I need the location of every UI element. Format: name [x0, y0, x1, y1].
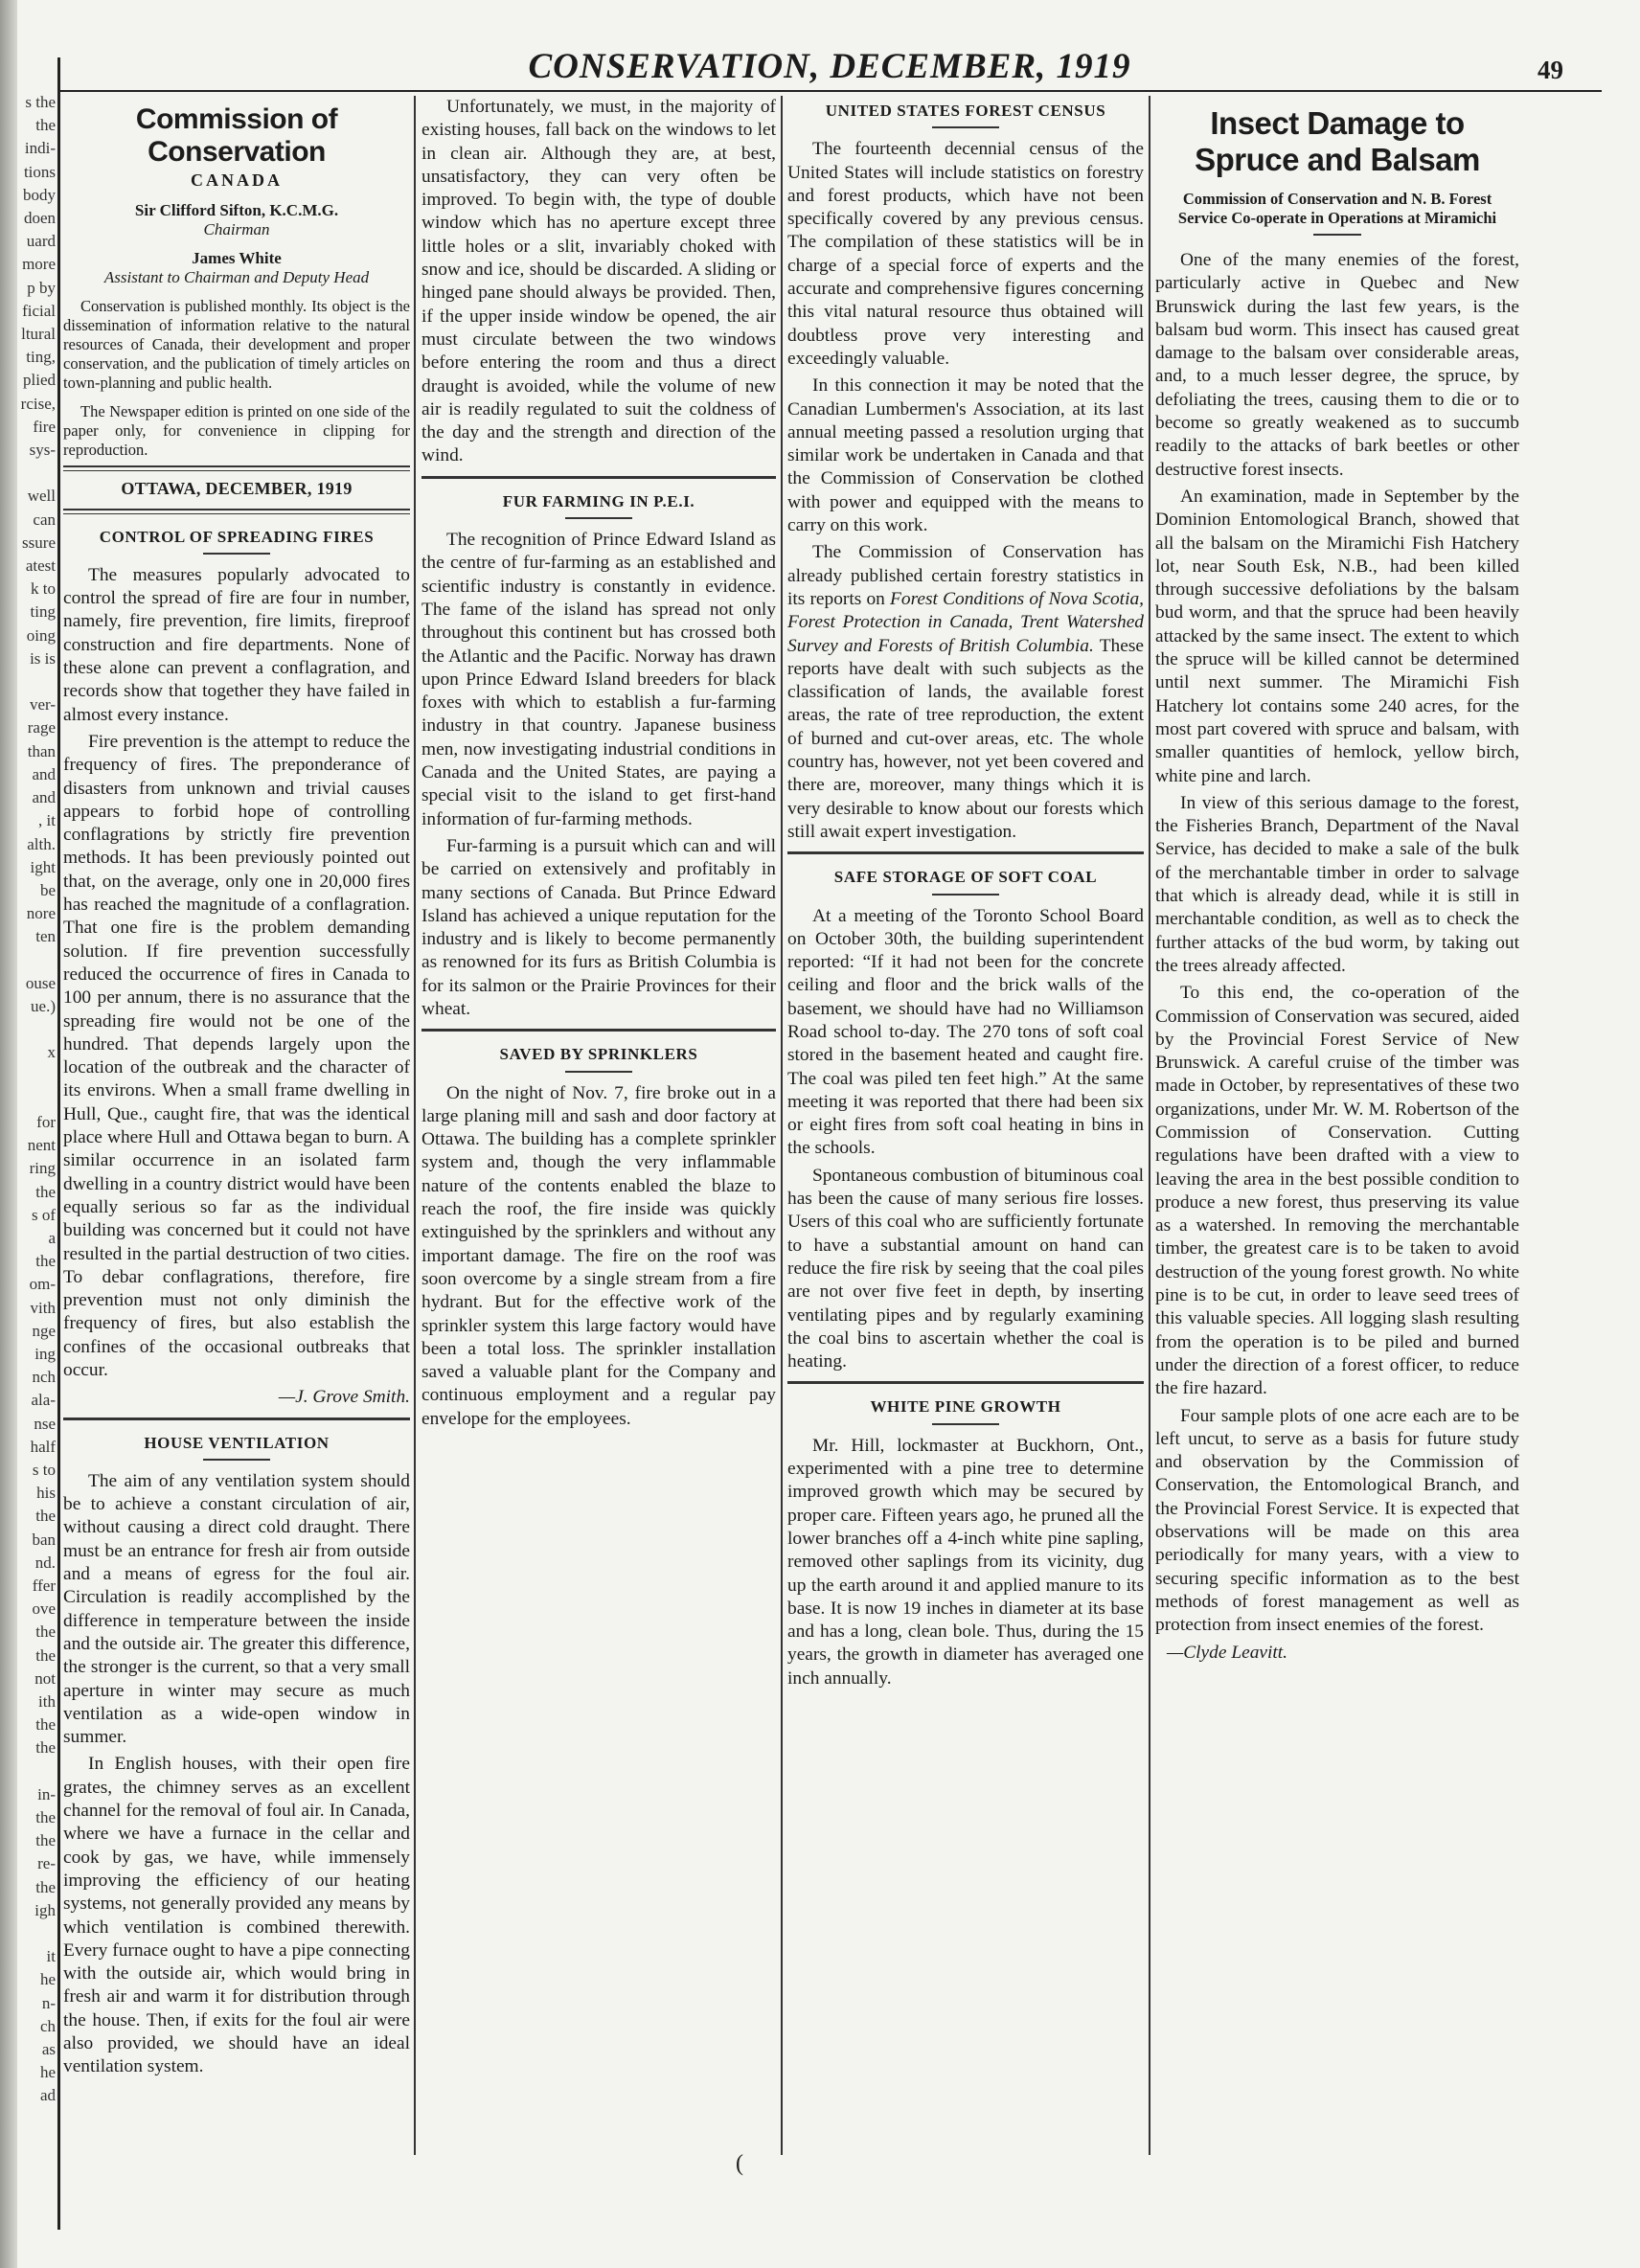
- prev-page-fragment: in-: [37, 1784, 56, 1803]
- masthead-rule: [63, 465, 410, 471]
- article-title: SAFE STORAGE OF SOFT COAL: [833, 868, 1098, 887]
- masthead-note-publication: Conservation is published monthly. Its object is the dissemination of information relative to the natural resources of Canada, their development and proper conservation, and the publication of timely articles on town-planning and public health.: [63, 297, 410, 393]
- article-paragraph: In view of this serious damage to the forest, the Fisheries Branch, Department of the Naval Service, has decided to make a sale of the bulk of the merchantable timber in order to salvage that which is already dead, while it is still in merchantable condition, as well as to check the further attacks of the bud worm, by taking out the trees already affected.: [1155, 792, 1519, 976]
- prev-page-fragment: [19, 1088, 56, 1111]
- article-title: UNITED STATES FOREST CENSUS: [825, 102, 1106, 120]
- column-rule: [414, 96, 416, 2155]
- title-dash: [932, 126, 999, 128]
- article-paragraph: Four sample plots of one acre each are to be left uncut, to serve as a basis for future study and observation by the Commission of Conservation, the Entomological Branch, and the Provincial Forest Service. It is expected that observations will be made on this area periodically for many years, with a view to securing specific information as to the best methods of forest management as well as protection from insect enemies of the forest.: [1155, 1405, 1519, 1636]
- prev-page-fragment: nore: [26, 904, 56, 923]
- column-2: [421, 96, 776, 1435]
- prev-page-fragment: sys-: [29, 441, 56, 460]
- article-white-pine: [787, 1395, 1144, 1690]
- article-paragraph: Unfortunately, we must, in the majority of existing houses, fall back on the windows to let in clean air. Although they are, at best, unsatisfactory, they can very often be improved. To begin with, the type of double window which has no aperture except three little holes or a slit, invariably choked with snow and ice, should be discarded. A sliding or hinged pane should always be provided. Then, if the upper inside window be opened, the air must circulate between the two windows before entering the room and thus a direct draught is avoided, while the volume of new air is readily regulated to suit the coldness of the day and the strength and direction of the wind.: [421, 97, 776, 466]
- article-headline: Insect Damage to Spruce and Balsam: [1195, 105, 1480, 177]
- column-rule: [1149, 96, 1150, 2155]
- prev-page-fragment: he: [39, 1970, 56, 1989]
- article-paragraph: At a meeting of the Toronto School Board on October 30th, the building superintendent reported: “If it had not been for the concrete ceiling and floor and the brick walls of the basement, we should have had no Williamson Road school to-day. The 270 tons of soft coal stored in the basement heated and caught fire. The coal was piled ten feet high.” At the same meeting it was reported that there had been six or eight fires from soft coal heating in bins in the schools.: [787, 905, 1144, 1159]
- paragraph-text: The Commission of Conservation has already published certain forestry statistics in its reports on: [787, 542, 1144, 609]
- prev-page-fragment: the: [35, 1738, 56, 1758]
- prev-page-fragment: the: [35, 1252, 56, 1271]
- prev-page-fragment: ting: [30, 602, 56, 622]
- article-byline: —J. Grove Smith.: [278, 1387, 410, 1408]
- prev-page-fragment: [19, 949, 56, 972]
- prev-page-fragment: the: [35, 1877, 56, 1896]
- prev-page-fragment: the: [35, 1182, 56, 1201]
- article-paragraph: On the night of Nov. 7, fire broke out in a large planing mill and sash and door factory at Ottawa. The building has a complete sprinkler system and, though the very inflammable nature of the contents enabled the blaze to reach the roof, the fire inside was quickly extinguished by the sprinklers and without any important damage. The fire on the roof was soon overcome by a single stream from a fire hydrant. But for the effective work of the sprinkler system this large factory would have been a total loss. The sprinkler installation saved a valuable plant for the Company and continuous employment and a regular pay envelope for the employees.: [421, 1082, 776, 1429]
- page-shadow: [0, 0, 17, 2268]
- prev-page-fragment: the: [35, 1622, 56, 1642]
- prev-page-fragment: his: [36, 1484, 56, 1503]
- title-dash: [565, 1071, 632, 1073]
- section-rule: [63, 1418, 410, 1420]
- prev-page-fragment: re-: [37, 1854, 56, 1873]
- masthead-note-newspaper: The Newspaper edition is printed on one side of the paper only, for convenience in clipping for reproduction.: [63, 402, 410, 460]
- prev-page-fragment: and: [32, 764, 56, 783]
- chairman-name: Sir Clifford Sifton, K.C.M.G.: [134, 201, 339, 220]
- prev-page-fragment: ssure: [22, 533, 56, 552]
- prev-page-fragment: ting,: [26, 348, 56, 367]
- prev-page-fragment: ch: [39, 2016, 56, 2035]
- previous-page-edge: [19, 91, 56, 2198]
- prev-page-fragment: it: [46, 1947, 56, 1966]
- dateline-rule: [63, 509, 410, 514]
- article-byline: —Clyde Leavitt.: [1167, 1642, 1288, 1663]
- article-paragraph: In English houses, with their open fire grates, the chimney serves as an excellent channel for the removal of foul air. In Canada, where we have a furnace in the cellar and cook by gas, we have, while immensely improving the efficiency of our heating systems, not generally provided any means by which ventilation is combined therewith. Every furnace ought to have a pipe connecting with the outside air, which would bring in fresh air and warm it for distribution through the house. Then, if exits for the foul air were also provided, we should have an ideal ventilation system.: [63, 1754, 410, 2077]
- prev-page-fragment: ver-: [29, 695, 56, 714]
- prev-page-fragment: ue.): [31, 996, 56, 1015]
- prev-page-fragment: the: [35, 1507, 56, 1526]
- prev-page-fragment: alth.: [27, 834, 56, 853]
- dateline: OTTAWA, DECEMBER, 1919: [121, 479, 353, 499]
- column-3: [787, 96, 1144, 1694]
- prev-page-fragment: as: [41, 2040, 56, 2059]
- prev-page-fragment: p by: [27, 278, 56, 297]
- prev-page-fragment: is is: [30, 648, 56, 668]
- prev-page-fragment: ala-: [31, 1391, 56, 1410]
- title-dash: [203, 553, 270, 555]
- prev-page-fragment: ltural: [21, 325, 56, 344]
- masthead: [63, 103, 410, 514]
- prev-page-fragment: nent: [27, 1136, 56, 1155]
- article-title: WHITE PINE GROWTH: [870, 1397, 1061, 1417]
- title-dash: [932, 1423, 999, 1425]
- prev-page-fragment: indi-: [24, 139, 56, 158]
- prev-page-fragment: than: [27, 741, 56, 760]
- masthead-title: Commission of Conservation: [135, 103, 338, 168]
- prev-page-fragment: not: [34, 1668, 56, 1688]
- prev-page-fragment: the: [35, 1831, 56, 1850]
- section-rule: [421, 1029, 776, 1032]
- prev-page-fragment: [19, 1065, 56, 1088]
- prev-page-fragment: k to: [31, 579, 56, 599]
- prev-page-fragment: can: [33, 510, 56, 529]
- prev-page-fragment: the: [35, 116, 56, 135]
- prev-page-fragment: ove: [32, 1599, 56, 1619]
- prev-page-fragment: s of: [31, 1205, 56, 1224]
- prev-page-fragment: nse: [34, 1414, 56, 1433]
- prev-page-fragment: doen: [23, 209, 56, 228]
- prev-page-fragment: the: [35, 1808, 56, 1827]
- article-paragraph: The recognition of Prince Edward Island as the centre of fur-farming as an established and scientific industry is constantly in evidence. The fame of the island has spread not only throughout this continent but has crossed both the Atlantic and the Pacific. Norway has drawn upon Prince Edward Island breeders for black foxes with which to establish a fur-farming industry in that country. Japanese business men, now investigating industrial conditions in Canada and the United States, are paying a special visit to the island to get first-hand information of fur-farming methods.: [421, 530, 776, 829]
- paragraph-text: These reports have dealt with such subjects as the classification of lands, the available forest areas, the rate of tree reproduction, the extent of burned and cut-over areas, etc. The whole country has, however, not yet been covered and there are, moreover, many things which it is very desirable to know about our forests which still await expert investigation.: [787, 635, 1145, 842]
- prev-page-fragment: [19, 1922, 56, 1945]
- prev-page-fragment: ing: [34, 1344, 56, 1363]
- prev-page-fragment: [19, 1760, 56, 1783]
- article-title: CONTROL OF SPREADING FIRES: [99, 527, 375, 546]
- article-paragraph: [787, 541, 1144, 844]
- header-rule: [57, 90, 1602, 92]
- clip-mark: (: [736, 2151, 743, 2176]
- article-title: SAVED BY SPRINKLERS: [499, 1045, 698, 1064]
- section-rule: [787, 851, 1144, 854]
- prev-page-fragment: rage: [27, 718, 56, 737]
- prev-page-fragment: a: [48, 1228, 56, 1247]
- article-paragraph: To this end, the co-operation of the Commission of Conservation was secured, aided by the Provincial Forest Service of New Brunswick. A careful cruise of the timber was made in October, by representatives of these two organizations, under Mr. W. M. Robertson of the Commission of Conservation. Cutting regulations have been drafted with a view to leaving the area in the best possible condition to produce a new forest, thus preserving its value as a watershed. In removing the merchantable timber, the greatest care is to be taken to avoid destruction of the young forest growth. No white pine is to be cut, in order to leave seed trees of this valuable species. All logging slash resulting from the operation is to be piled and burned under the direction of a forest officer, to reduce the fire hazard.: [1155, 983, 1519, 1399]
- column-rule: [781, 96, 783, 2155]
- prev-page-fragment: rcise,: [20, 394, 56, 413]
- prev-page-fragment: ffer: [32, 1576, 56, 1595]
- assistant-name: James White: [192, 249, 282, 268]
- prev-page-fragment: half: [30, 1437, 56, 1456]
- prev-page-fragment: vith: [30, 1298, 56, 1317]
- masthead-subtitle: CANADA: [191, 170, 283, 190]
- prev-page-fragment: [19, 670, 56, 693]
- prev-page-fragment: nd.: [34, 1553, 56, 1572]
- prev-page-fragment: for: [36, 1112, 56, 1131]
- title-dash: [565, 517, 632, 519]
- prev-page-fragment: and: [32, 788, 56, 807]
- prev-page-fragment: ring: [29, 1159, 56, 1178]
- title-dash: [203, 1459, 270, 1461]
- gutter-rule: [57, 57, 60, 2230]
- prev-page-fragment: oing: [26, 625, 56, 645]
- prev-page-fragment: more: [22, 255, 56, 274]
- assistant-role: Assistant to Chairman and Deputy Head: [103, 268, 370, 287]
- page-number: 49: [1538, 56, 1563, 84]
- prev-page-fragment: ficial: [22, 301, 56, 320]
- page-header: [57, 27, 1602, 84]
- prev-page-fragment: the: [35, 1645, 56, 1665]
- prev-page-fragment: tions: [23, 162, 56, 181]
- prev-page-fragment: [19, 1018, 56, 1041]
- prev-page-fragment: the: [35, 1715, 56, 1735]
- prev-page-fragment: nge: [32, 1321, 56, 1340]
- prev-page-fragment: om-: [29, 1275, 56, 1294]
- article-paragraph: Fire prevention is the attempt to reduce the frequency of fires. The preponderance of disasters from unknown and trivial causes appears to forbid hope of controlling conflagrations by strictly fire prevention methods. It has been previously pointed out that, on the average, only one in 20,000 fires has reached the magnitude of a conflagration. That one fire is the problem demanding solution. If fire prevention successfully reduced the occurrence of fires in Canada to 100 per annum, there is no assurance that the spreading fire would not be one of the hundred. That depends largely upon the location of the outbreak and the character of its environs. When a small frame dwelling in Hull, Que., caught fire, that was the identical place where Hull and Ottawa began to burn. A similar occurrence in an isolated farm dwelling in a country district would have been equally serious so far as the individual building was concerned but it could not have resulted in the partial destruction of two cities. To debar conflagrations, therefore, fire prevention must not only diminish the frequency of fires, but also establish the confines of the occasional outbreaks that occur.: [63, 731, 410, 1380]
- prev-page-fragment: s to: [32, 1460, 56, 1479]
- article-paragraph: Mr. Hill, lockmaster at Buckhorn, Ont., experimented with a pine tree to determine improved growth which may be secured by proper care. Fifteen years ago, he pruned all the lower branches off a 4-inch white pine sapling, removed other saplings from its vicinity, dug up the earth around it and applied manure to its base. It is now 19 inches in diameter at its base and has a long, clean bole. Thus, during the 15 years, the growth in diameter has averaged one inch annually.: [787, 1435, 1144, 1689]
- prev-page-fragment: ouse: [25, 973, 56, 992]
- prev-page-fragment: nch: [32, 1368, 56, 1387]
- prev-page-fragment: well: [27, 487, 56, 506]
- article-subhead: Commission of Conservation and N. B. Forest Service Co-operate in Operations at Miramichi: [1177, 190, 1497, 227]
- prev-page-fragment: ad: [39, 2086, 56, 2105]
- article-paragraph: An examination, made in September by the Dominion Entomological Branch, showed that all the balsam on the Miramichi Fish Hatchery lot, near South Esk, N.B., had been killed through successive defoliations by the balsam bud worm, and that the spruce had been heavily attacked by the same insect. The extent to which the spruce will be killed cannot be determined until next summer. The Miramichi Fish Hatchery lot contains some 240 acres, for the most part covered with spruce and balsam, with smaller quantities of hemlock, yellow birch, white pine and larch.: [1155, 486, 1519, 786]
- article-forest-census: [787, 100, 1144, 844]
- chairman-role: Chairman: [203, 220, 270, 239]
- article-paragraph: The measures popularly advocated to control the spread of fire are four in number, namely, fire prevention, fire limits, fireproof construction and fire departments. None of these alone can prevent a conflagration, and records show that together they have failed in almost every instance.: [63, 564, 410, 725]
- article-insect-damage: [1155, 105, 1519, 1665]
- article-paragraph: In this connection it may be noted that the Canadian Lumbermen's Association, at its last annual meeting passed a resolution urging that similar work be undertaken in Canada and that the Commission of Conservation be clothed with power and equipped with the means to carry on this work.: [787, 375, 1144, 536]
- prev-page-fragment: n-: [41, 1993, 56, 2012]
- title-dash: [1313, 234, 1361, 236]
- report-titles: Forest Conditions of Nova Scotia, Forest Protection in Canada, Trent Watershed Survey and Forests of British Columbia.: [787, 588, 1144, 656]
- prev-page-fragment: igh: [34, 1900, 56, 1919]
- prev-page-fragment: plied: [23, 371, 56, 390]
- prev-page-fragment: , it: [38, 811, 56, 830]
- article-paragraph: The fourteenth decennial census of the United States will include statistics on forestry and forest products, which have not been specifically covered by any previous census. The compilation of these statistics will be in charge of a special force of experts and the accurate and comprehensive figures concerning this vital natural resource thus obtained will doubtless prove very interesting and exceedingly valuable.: [787, 139, 1144, 369]
- prev-page-fragment: be: [39, 880, 56, 899]
- prev-page-fragment: ban: [32, 1530, 56, 1549]
- section-rule: [421, 476, 776, 479]
- prev-page-fragment: atest: [25, 556, 56, 576]
- prev-page-fragment: uard: [26, 232, 56, 251]
- prev-page-fragment: s the: [25, 93, 56, 111]
- article-fur-farming: [421, 490, 776, 1022]
- article-title: HOUSE VENTILATION: [144, 1433, 330, 1452]
- section-rule: [787, 1381, 1144, 1384]
- prev-page-fragment: he: [39, 2063, 56, 2082]
- prev-page-fragment: ten: [35, 927, 56, 946]
- article-saved-by-sprinklers: [421, 1043, 776, 1431]
- prev-page-fragment: fire: [33, 417, 56, 436]
- column-4: [1155, 96, 1519, 1665]
- article-soft-coal: [787, 866, 1144, 1373]
- article-paragraph: Spontaneous combustion of bituminous coal has been the cause of many serious fire losses. Users of this coal who are sufficiently fortunate to have a substantial amount on hand can reduce the fire risk by seeing that the coal piles are not over five feet in depth, by inserting ventilating pipes and by regularly examining the coal bins to ascertain whether the coal is heating.: [787, 1165, 1144, 1372]
- prev-page-fragment: [19, 462, 56, 485]
- running-title: CONSERVATION, DECEMBER, 1919: [528, 47, 1131, 86]
- prev-page-fragment: ight: [30, 857, 56, 876]
- prev-page-fragment: x: [47, 1043, 56, 1062]
- prev-page-fragment: ith: [38, 1692, 56, 1712]
- article-house-ventilation: [63, 1432, 410, 2079]
- article-control-of-spreading-fires: [63, 526, 410, 1410]
- article-paragraph: One of the many enemies of the forest, particularly active in Quebec and New Brunswick during the last few years, is the balsam bud worm. This insect has caused great damage to the balsam over considerable areas, and, to a much lesser degree, the spruce, by defoliating the trees, causing them to die or to become so greatly weakened as to succumb readily to the attacks of bark beetles or other destructive forest insects.: [1155, 250, 1519, 480]
- prev-page-fragment: body: [23, 185, 56, 204]
- article-paragraph: Fur-farming is a pursuit which can and will be carried on extensively and profitably in many sections of Canada. But Prince Edward Island has achieved a unique reputation for the industry and is likely to become permanently as renowned for its furs as British Columbia is for its salmon or the Prairie Provinces for their wheat.: [421, 835, 776, 1019]
- title-dash: [932, 894, 999, 896]
- article-paragraph: The aim of any ventilation system should be to achieve a constant circulation of air, without causing a direct cold draught. There must be an entrance for fresh air from outside and a means of egress for the foul air. Circulation is readily accomplished by the difference in temperature between the inside and the outside air. The greater this difference, the stronger is the current, so that a very small aperture in winter may secure as much ventilation as a wide-open window in summer.: [63, 1470, 410, 1748]
- column-1: [63, 96, 410, 2083]
- article-title: FUR FARMING IN P.E.I.: [502, 491, 695, 510]
